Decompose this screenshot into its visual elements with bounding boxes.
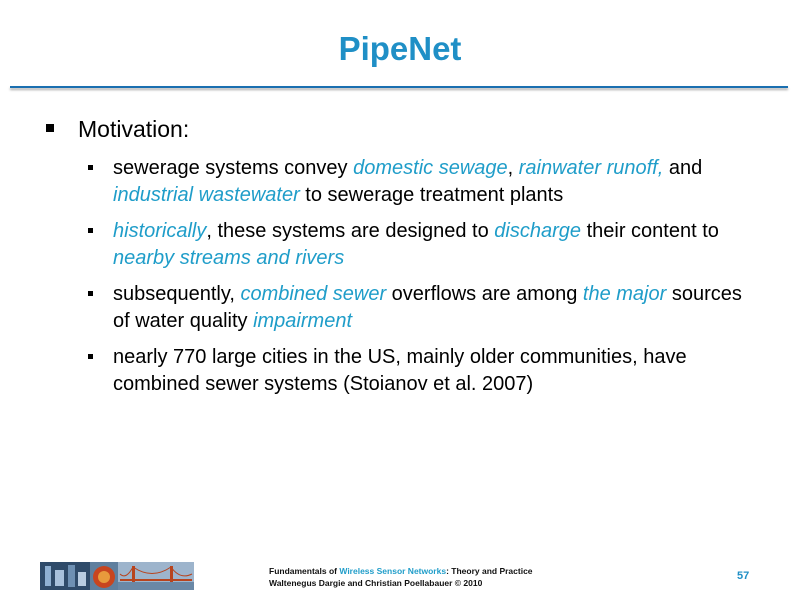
- emphasized-text: combined sewer: [240, 283, 387, 305]
- plain-text: nearly 770 large cities in the US, mainly older communities, have combined sewer systems (Stoianov et al. 2007): [113, 346, 687, 395]
- plain-text: subsequently,: [113, 283, 241, 305]
- footer-suffix: : Theory and Practice: [446, 566, 533, 576]
- plain-text: and: [663, 157, 703, 179]
- plain-text: , these systems are designed to: [206, 220, 495, 242]
- emphasized-text: the major: [582, 283, 667, 305]
- square-bullet-icon: [88, 228, 93, 233]
- sub-bullet-text: [113, 283, 742, 332]
- square-bullet-icon: [88, 291, 93, 296]
- emphasized-text: historically: [113, 220, 207, 242]
- sub-bullet: [113, 155, 763, 209]
- square-bullet-icon: [88, 354, 93, 359]
- square-bullet-icon: [46, 124, 54, 132]
- plain-text: sewerage systems convey: [113, 157, 354, 179]
- footer-prefix: Fundamentals of: [269, 566, 340, 576]
- emphasized-text: rainwater runoff,: [518, 157, 664, 179]
- title-divider: [10, 86, 788, 88]
- plain-text: overflows are among: [386, 283, 583, 305]
- plain-text: to sewerage treatment plants: [299, 184, 564, 206]
- emphasized-text: discharge: [494, 220, 582, 242]
- footer-citation: [269, 565, 533, 589]
- emphasized-text: industrial wastewater: [113, 184, 300, 206]
- slide-title: PipeNet: [338, 30, 462, 67]
- sub-bullet: [113, 344, 763, 398]
- emphasized-text: impairment: [253, 310, 352, 332]
- sub-bullet-text: [113, 157, 702, 206]
- plain-text: ,: [507, 157, 519, 179]
- plain-text: sources of water quality: [113, 283, 742, 332]
- plain-text: their content to: [581, 220, 719, 242]
- emphasized-text: nearby streams and rivers: [113, 247, 345, 269]
- footer-line-1: [269, 565, 533, 577]
- sub-bullet: [113, 218, 763, 272]
- square-bullet-icon: [88, 165, 93, 170]
- sub-bullet: [113, 281, 763, 335]
- emphasized-text: domestic sewage: [353, 157, 508, 179]
- sub-bullet-text: [113, 220, 719, 269]
- footer-line-2: Waltenegus Dargie and Christian Poellabauer © 2010: [269, 578, 483, 588]
- page-number: 57: [737, 570, 750, 582]
- footer-highlight: Wireless Sensor Networks: [339, 566, 447, 576]
- sub-bullet-text: [113, 346, 687, 395]
- footer-banner-image: [40, 562, 194, 590]
- main-bullet-label: Motivation:: [78, 116, 190, 142]
